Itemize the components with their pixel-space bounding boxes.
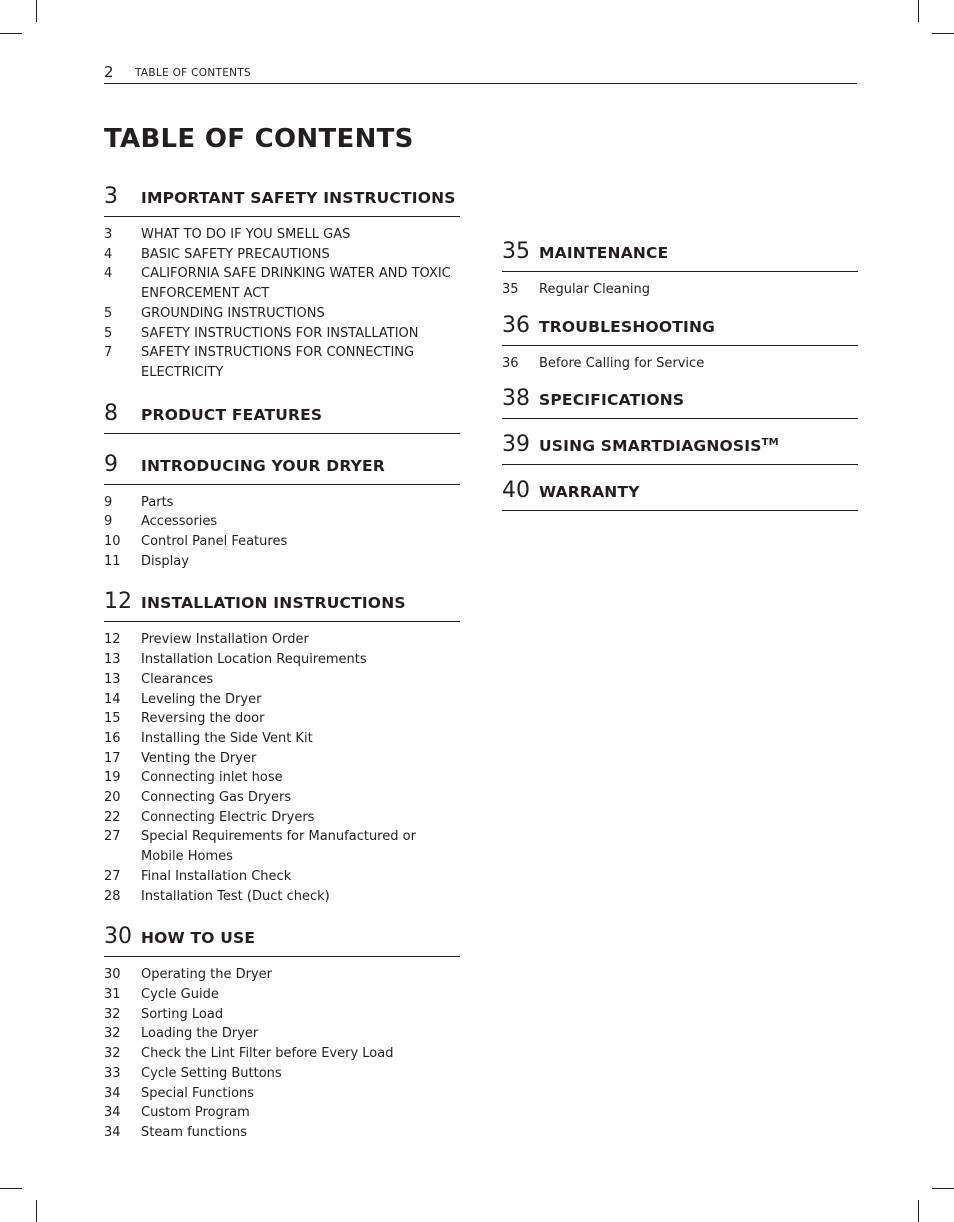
page-number: 2 [104, 63, 114, 81]
toc-entry[interactable] [104, 225, 460, 245]
section-title [141, 457, 385, 475]
section-heading[interactable] [104, 451, 460, 485]
toc-entry[interactable] [104, 887, 460, 907]
toc-entry[interactable] [104, 670, 460, 690]
entry-label: Leveling the Dryer [141, 691, 262, 707]
section-title [141, 406, 322, 424]
toc-entry-list [104, 957, 460, 1142]
toc-section-product-features [104, 400, 460, 434]
toc-entry[interactable] [104, 324, 460, 344]
section-title [141, 594, 406, 612]
crop-mark [36, 0, 37, 22]
entry-page-number: 13 [104, 652, 121, 668]
trademark-mark: TM [761, 437, 779, 449]
section-title-text: SPECIFICATIONS [539, 391, 685, 410]
entry-page-number: 22 [104, 809, 121, 825]
section-page-number: 12 [104, 589, 132, 615]
entry-page-number: 11 [104, 553, 121, 569]
toc-entry[interactable] [104, 552, 460, 572]
entry-page-number: 5 [104, 305, 113, 321]
toc-entry[interactable] [104, 808, 460, 828]
entry-label: Final Installation Check [141, 868, 292, 884]
toc-entry-list [502, 272, 858, 300]
section-title [539, 437, 779, 455]
entry-label: SAFETY INSTRUCTIONS FOR CONNECTING ELECTRICITY [141, 345, 415, 380]
section-title [141, 189, 456, 207]
section-title-text: HOW TO USE [141, 929, 256, 948]
toc-entry[interactable] [104, 1044, 460, 1064]
entry-page-number: 4 [104, 266, 113, 282]
toc-entry[interactable] [104, 827, 460, 866]
toc-entry[interactable] [104, 788, 460, 808]
toc-entry[interactable] [104, 965, 460, 985]
section-page-number: 8 [104, 400, 118, 426]
entry-page-number: 20 [104, 790, 121, 806]
toc-section-using-smartdiagnosis [502, 431, 858, 465]
entry-page-number: 10 [104, 534, 121, 550]
crop-mark [932, 33, 954, 34]
section-title [539, 483, 640, 501]
entry-page-number: 30 [104, 967, 121, 983]
entry-label: Reversing the door [141, 711, 265, 727]
section-title-text: MAINTENANCE [539, 244, 669, 262]
entry-page-number: 4 [104, 246, 113, 262]
toc-entry-list [104, 485, 460, 572]
toc-entry[interactable] [104, 264, 460, 303]
entry-label: Connecting Electric Dryers [141, 809, 315, 825]
section-heading[interactable] [502, 385, 858, 419]
entry-page-number: 7 [104, 345, 113, 361]
toc-section-introducing-your-dryer [104, 451, 460, 572]
section-heading[interactable] [104, 183, 460, 217]
entry-page-number: 16 [104, 730, 121, 746]
section-title-text: IMPORTANT SAFETY INSTRUCTIONS [141, 189, 456, 207]
entry-page-number: 12 [104, 632, 121, 648]
crop-mark [0, 33, 22, 34]
section-page-number: 40 [502, 478, 530, 504]
toc-entry[interactable] [104, 532, 460, 552]
entry-label: GROUNDING INSTRUCTIONS [141, 305, 325, 321]
entry-page-number: 34 [104, 1124, 121, 1140]
entry-label: Connecting Gas Dryers [141, 790, 292, 806]
entry-label: Check the Lint Filter before Every Load [141, 1046, 394, 1062]
toc-entry[interactable] [104, 749, 460, 769]
toc-entry[interactable] [104, 985, 460, 1005]
entry-page-number: 28 [104, 888, 121, 904]
section-page-number: 9 [104, 451, 118, 477]
toc-entry[interactable] [104, 709, 460, 729]
toc-entry[interactable] [104, 1005, 460, 1025]
toc-section-specifications [502, 385, 858, 419]
section-title [141, 929, 255, 947]
page-title: TABLE OF CONTENTS [104, 124, 414, 154]
entry-page-number: 19 [104, 770, 121, 786]
entry-label: Control Panel Features [141, 534, 288, 550]
crop-mark [918, 1200, 919, 1222]
toc-entry-list [104, 622, 460, 906]
right-column [502, 238, 858, 523]
running-header [104, 63, 857, 84]
section-page-number: 35 [502, 239, 530, 264]
toc-entry[interactable] [104, 1103, 460, 1123]
section-title [539, 391, 684, 409]
entry-page-number: 13 [104, 671, 121, 687]
toc-entry[interactable] [104, 304, 460, 324]
crop-mark [932, 1188, 954, 1189]
toc-section-how-to-use [104, 923, 460, 1142]
entry-label: Cycle Guide [141, 986, 219, 1002]
running-title: TABLE OF CONTENTS [135, 67, 251, 79]
section-title [539, 244, 668, 262]
toc-entry[interactable] [104, 1123, 460, 1143]
entry-label: Installation Test (Duct check) [141, 888, 330, 904]
entry-page-number: 33 [104, 1065, 121, 1081]
left-column [104, 183, 460, 1160]
entry-label: Operating the Dryer [141, 967, 272, 983]
entry-page-number: 32 [104, 1046, 121, 1062]
entry-label: Steam functions [141, 1124, 247, 1140]
entry-label: Installation Location Requirements [141, 652, 367, 668]
section-title [539, 318, 715, 336]
section-heading[interactable] [104, 923, 460, 957]
toc-section-troubleshooting [502, 312, 858, 374]
section-heading[interactable] [502, 431, 858, 465]
section-heading[interactable] [104, 588, 460, 622]
entry-label: BASIC SAFETY PRECAUTIONS [141, 246, 330, 262]
section-title-text: USING SMARTDIAGNOSIS [539, 437, 762, 456]
entry-page-number: 32 [104, 1006, 121, 1022]
entry-page-number: 27 [104, 868, 121, 884]
entry-label: Connecting inlet hose [141, 770, 283, 786]
entry-label: Custom Program [141, 1105, 250, 1121]
entry-label: Special Requirements for Manufactured or Mobile Homes [141, 829, 416, 865]
toc-entry[interactable] [104, 1084, 460, 1104]
toc-entry[interactable] [104, 343, 460, 382]
toc-section-warranty [502, 477, 858, 511]
toc-entry[interactable] [104, 690, 460, 710]
section-page-number: 38 [502, 386, 530, 412]
entry-page-number: 3 [104, 227, 113, 242]
section-title-text: INTRODUCING YOUR DRYER [141, 456, 385, 475]
entry-label: Accessories [141, 514, 218, 530]
toc-entry[interactable] [104, 867, 460, 887]
entry-page-number: 9 [104, 514, 113, 530]
section-title-text: PRODUCT FEATURES [141, 405, 323, 424]
section-page-number: 39 [502, 432, 530, 458]
entry-page-number: 35 [502, 282, 519, 297]
entry-page-number: 27 [104, 829, 121, 845]
entry-page-number: 31 [104, 986, 121, 1002]
crop-mark [36, 1200, 37, 1222]
toc-entry-list [502, 346, 858, 374]
entry-page-number: 17 [104, 750, 121, 766]
section-page-number: 36 [502, 312, 530, 338]
entry-label: WHAT TO DO IF YOU SMELL GAS [141, 227, 351, 242]
section-heading[interactable] [502, 477, 858, 511]
toc-entry[interactable] [502, 354, 858, 374]
entry-page-number: 14 [104, 691, 121, 707]
toc-entry[interactable] [104, 650, 460, 670]
toc-entry[interactable] [104, 493, 460, 513]
section-title-text: TROUBLESHOOTING [539, 317, 716, 336]
entry-page-number: 32 [104, 1026, 121, 1042]
toc-entry[interactable] [104, 768, 460, 788]
section-title-text: INSTALLATION INSTRUCTIONS [141, 594, 406, 613]
crop-mark [0, 1188, 22, 1189]
toc-section-installation-instructions [104, 588, 460, 906]
entry-page-number: 34 [104, 1105, 121, 1121]
toc-entry[interactable] [104, 729, 460, 749]
entry-label: Venting the Dryer [141, 750, 257, 766]
section-heading[interactable] [502, 238, 858, 272]
entry-page-number: 34 [104, 1085, 121, 1101]
toc-entry[interactable] [104, 630, 460, 650]
entry-label: Loading the Dryer [141, 1026, 259, 1042]
toc-entry-list [104, 217, 460, 383]
section-page-number: 3 [104, 184, 118, 209]
entry-label: Preview Installation Order [141, 632, 309, 648]
toc-entry[interactable] [104, 245, 460, 265]
entry-page-number: 9 [104, 494, 113, 510]
entry-page-number: 5 [104, 325, 113, 341]
entry-page-number: 15 [104, 711, 121, 727]
section-page-number: 30 [104, 924, 132, 950]
crop-mark [918, 0, 919, 22]
toc-entry[interactable] [502, 280, 858, 300]
entry-label: Display [141, 553, 189, 569]
entry-label: Parts [141, 494, 174, 510]
entry-label: Before Calling for Service [539, 355, 705, 371]
entry-page-number: 36 [502, 355, 519, 371]
entry-label: CALIFORNIA SAFE DRINKING WATER AND TOXIC ENFORCEMENT ACT [141, 266, 451, 302]
section-heading[interactable] [104, 400, 460, 434]
toc-entry[interactable] [104, 1064, 460, 1084]
entry-label: SAFETY INSTRUCTIONS FOR INSTALLATION [141, 325, 419, 341]
entry-label: Installing the Side Vent Kit [141, 730, 313, 746]
entry-label: Sorting Load [141, 1006, 224, 1022]
section-heading[interactable] [502, 312, 858, 346]
entry-label: Special Functions [141, 1085, 255, 1101]
section-title-text: WARRANTY [539, 483, 640, 502]
toc-entry[interactable] [104, 1024, 460, 1044]
entry-label: Regular Cleaning [539, 282, 650, 297]
entry-label: Cycle Setting Buttons [141, 1065, 282, 1081]
toc-section-maintenance [502, 238, 858, 300]
toc-section-important-safety-instructions [104, 183, 460, 383]
toc-entry[interactable] [104, 512, 460, 532]
entry-label: Clearances [141, 671, 214, 687]
